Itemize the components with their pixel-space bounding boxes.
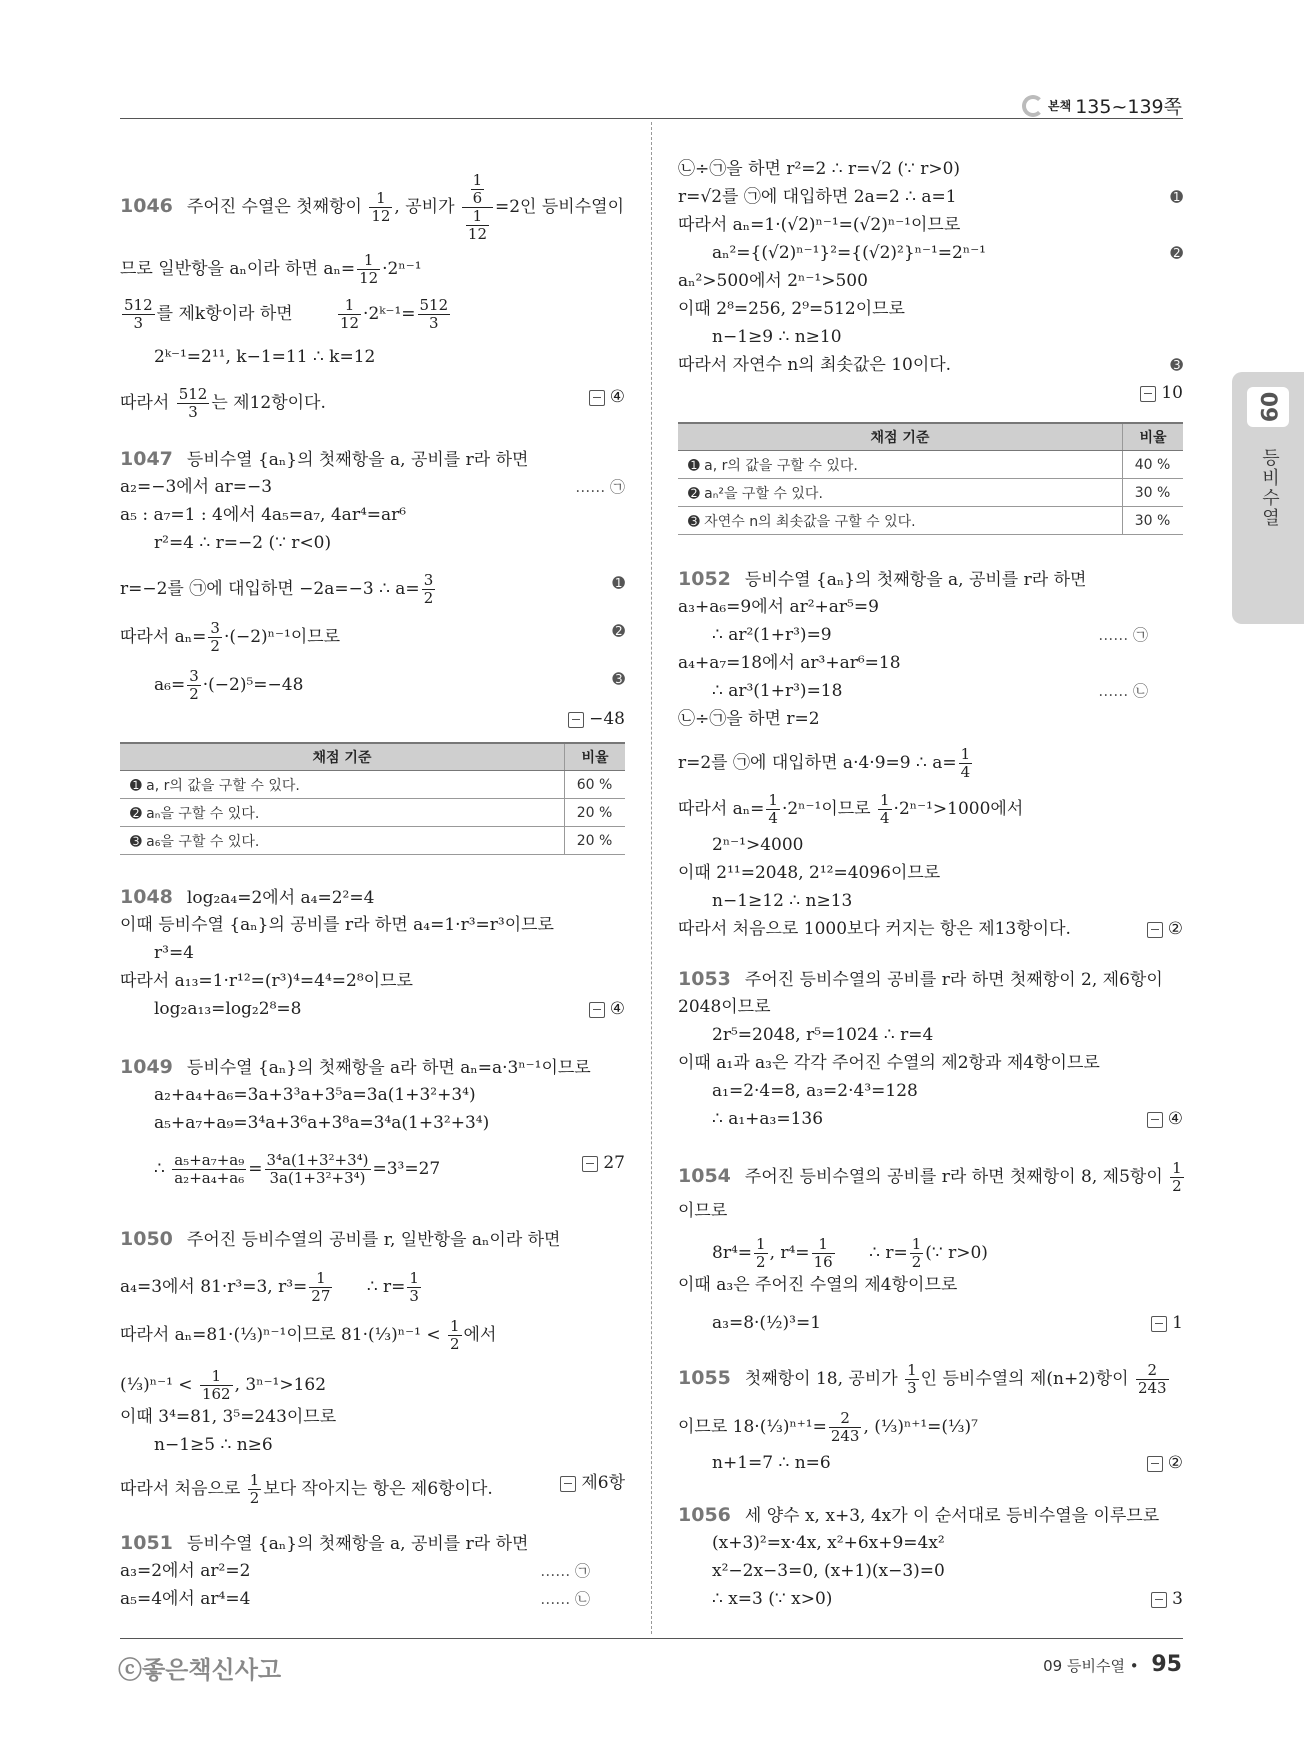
text: ·2ᵏ⁻¹= [363, 304, 416, 324]
text: 따라서 aₙ= [120, 627, 207, 647]
problem-1054-line5 [712, 1312, 1183, 1334]
publisher-logo: ⓒ좋은책신사고 [118, 1656, 282, 1684]
numerator: 512 [178, 385, 208, 403]
text: 등비수열 {aₙ}의 첫째항을 a, 공비를 r라 하면 [744, 570, 1087, 590]
book-label: 본책 [1048, 99, 1072, 113]
numerator: 1 [1172, 1159, 1182, 1177]
problem-1051-line2 [120, 1560, 590, 1582]
text: ∴ a₁+a₃=136 [712, 1109, 824, 1129]
problem-1054-line1 [678, 1160, 1183, 1195]
bullet: • [1129, 1657, 1139, 1675]
problem-number: 1049 [120, 1056, 173, 1078]
problem-1052-line9: 2ⁿ⁻¹>4000 [712, 835, 804, 855]
text: =2인 등비수열이 [495, 197, 624, 217]
answer-icon [1151, 1592, 1167, 1608]
text: , 공비가 [394, 197, 455, 217]
numerator: 1 [472, 171, 483, 189]
answer [589, 386, 625, 408]
problem-1046-line2 [120, 252, 422, 287]
denominator: 2 [911, 1253, 922, 1271]
text: 첫째항이 18, 공비가 [744, 1369, 898, 1389]
problem-1051-r3: 따라서 aₙ=1·(√2)ⁿ⁻¹=(√2)ⁿ⁻¹이므로 [678, 215, 961, 235]
text: ∴ [154, 1159, 165, 1179]
problem-1053-line2: 2048이므로 [678, 997, 771, 1017]
column-divider [651, 122, 652, 1634]
text: 등비수열 {aₙ}의 첫째항을 a라 하면 aₙ=a·3ⁿ⁻¹이므로 [186, 1058, 591, 1078]
chapter-side-tab [1232, 372, 1304, 624]
text: 주어진 등비수열의 공비를 r라 하면 첫째항이 8, 제5항이 [744, 1167, 1163, 1187]
problem-1056-line2: (x+3)²=x·4x, x²+6x+9=4x² [712, 1533, 945, 1553]
denominator: 3 [409, 1287, 419, 1305]
problem-1056-line3: x²−2x−3=0, (x+1)(x−3)=0 [712, 1561, 945, 1581]
denominator: 243 [830, 1427, 860, 1445]
numerator: 1 [768, 791, 778, 809]
numerator: 1 [756, 1235, 766, 1253]
denominator: 162 [201, 1385, 231, 1403]
problem-number: 1048 [120, 886, 173, 908]
problem-number: 1055 [678, 1367, 731, 1389]
denominator: 3 [429, 314, 439, 332]
numerator: 1 [880, 791, 890, 809]
problem-1048-line2: 이때 등비수열 {aₙ}의 공비를 r라 하면 a₄=1·r³=r³이므로 [120, 915, 554, 935]
step-marker-2: ➋ [612, 622, 625, 640]
numerator: 3 [210, 619, 220, 637]
text: a₃=8·(½)³=1 [712, 1313, 822, 1333]
marker-giyeok: …… ㉠ [1098, 626, 1148, 644]
text: 8r⁴= [712, 1243, 753, 1263]
answer-value: 3 [1172, 1589, 1183, 1609]
numerator: 1 [911, 1235, 922, 1253]
denominator: 6 [472, 189, 483, 207]
denominator: 4 [960, 763, 971, 781]
text: r=−2를 ㉠에 대입하면 −2a=−3 ∴ a= [120, 579, 420, 599]
denominator: 2 [449, 1335, 460, 1353]
problem-number: 1051 [120, 1532, 173, 1554]
answer-value: ④ [609, 999, 625, 1019]
refresh-arrow-icon [1022, 95, 1044, 117]
problem-1046-line1 [120, 172, 624, 243]
text: 세 양수 x, x+3, 4x가 이 순서대로 등비수열을 이루므로 [744, 1506, 1160, 1526]
text: 므로 일반항을 aₙ이라 하면 aₙ= [120, 259, 356, 279]
grading-table-1047 [120, 742, 625, 855]
problem-1052-line6: ㉡÷㉠을 하면 r=2 [678, 709, 820, 729]
answer-icon [589, 1002, 605, 1018]
answer-icon [1147, 922, 1163, 938]
answer-icon [1147, 1456, 1163, 1472]
numerator: 1 [200, 1368, 233, 1386]
numerator: 3 [189, 667, 199, 685]
page-footer [1043, 1652, 1182, 1677]
marker-nieun: …… ㉡ [540, 1590, 590, 1608]
criteria-cell: ➋ aₙ을 구할 수 있다. [120, 799, 565, 827]
text: 따라서 처음으로 [120, 1479, 241, 1499]
criteria-cell: ➊ a, r의 값을 구할 수 있다. [120, 771, 565, 799]
text: r=2를 ㉠에 대입하면 a·4·9=9 ∴ a= [678, 753, 957, 773]
text: 따라서 aₙ=81·(⅓)ⁿ⁻¹이므로 81·(⅓)ⁿ⁻¹ < [120, 1325, 441, 1345]
problem-1050-line1 [120, 1228, 560, 1251]
table-header-ratio: 비율 [1123, 423, 1184, 451]
table-row [120, 799, 625, 827]
denominator: 27 [311, 1287, 331, 1305]
text: ·(−2)⁵=−48 [202, 675, 304, 695]
answer-value: 27 [603, 1153, 625, 1173]
text: ∴ r= [869, 1243, 908, 1263]
chapter-number: 09 [1247, 387, 1289, 427]
problem-1048-line3: r³=4 [154, 943, 195, 963]
answer-icon [1147, 1112, 1163, 1128]
numerator: 512 [124, 296, 153, 314]
numerator: 1 [449, 1317, 460, 1335]
text: ∴ x=3 (∵ x>0) [712, 1589, 833, 1609]
denominator: 2 [1172, 1177, 1182, 1195]
problem-1052-line11: n−1≥12 ∴ n≥13 [712, 891, 853, 911]
answer-value: 제6항 [581, 1473, 625, 1493]
denominator: 16 [813, 1253, 833, 1271]
problem-1052-line7 [678, 746, 974, 781]
numerator: 1 [409, 1269, 419, 1287]
grading-table-1051 [678, 422, 1183, 535]
criteria-cell: ➋ aₙ²을 구할 수 있다. [678, 479, 1123, 507]
answer-value: −48 [589, 709, 625, 729]
text: ∴ ar³(1+r³)=18 [712, 681, 843, 701]
answer-value: ④ [609, 387, 625, 407]
denominator: 3 [133, 314, 144, 332]
numerator: 1 [369, 190, 392, 208]
text: 따라서 [120, 393, 170, 413]
chapter-label: 등비수열 [1259, 448, 1280, 528]
table-header-criteria: 채점 기준 [120, 743, 565, 771]
problem-1051-r6: 이때 2⁸=256, 2⁹=512이므로 [678, 299, 905, 319]
denominator: 2 [423, 589, 434, 607]
numerator [462, 172, 493, 208]
problem-1053-line6 [712, 1108, 1183, 1130]
text: ·(−2)ⁿ⁻¹이므로 [223, 627, 341, 647]
text: 따라서 aₙ= [678, 799, 765, 819]
problem-1052-line3 [712, 624, 1148, 646]
problem-1047-line7 [154, 668, 625, 703]
marker-giyeok: …… ㉠ [575, 478, 625, 496]
problem-1046-line5 [120, 386, 625, 421]
problem-1047-line6 [120, 620, 625, 655]
problem-1053-line1 [678, 968, 1163, 991]
answer-icon [582, 1156, 598, 1172]
text: 이므로 18·(⅓)ⁿ⁺¹= [678, 1417, 827, 1437]
problem-1054-line2: 이므로 [678, 1201, 728, 1221]
table-row [120, 771, 625, 799]
denominator: 3 [907, 1379, 917, 1397]
numerator: 2 [1136, 1362, 1169, 1380]
problem-1049-line4: ∴ $\frac{\text{a₅+a₇+a₉}}{\text{a₂+a₄+a₆}}$ = $\frac{\text{3⁴a(1+3²+3⁴)}}{\text{3a(1+3²+3⁴)}}$ =3³=27 27 [154, 1151, 625, 1187]
text: log₂a₁₃=log₂2⁸=8 [154, 999, 302, 1019]
bottom-rule [120, 1638, 1183, 1639]
problem-1053-line3: 2r⁵=2048, r⁵=1024 ∴ r=4 [712, 1025, 934, 1045]
answer-value: ② [1167, 1453, 1183, 1473]
denominator: 4 [880, 809, 890, 827]
numerator: 2 [829, 1410, 862, 1428]
text: 주어진 등비수열의 공비를 r라 하면 첫째항이 2, 제6항이 [744, 970, 1163, 990]
problem-1052-line1 [678, 568, 1086, 591]
problem-number: 1046 [120, 195, 173, 217]
problem-1051-line1 [120, 1532, 528, 1555]
text: aₙ²={(√2)ⁿ⁻¹}²={(√2)²}ⁿ⁻¹=2ⁿ⁻¹ [712, 243, 987, 263]
answer-icon [560, 1476, 576, 1492]
text: a₂=−3에서 ar=−3 [120, 477, 273, 497]
criteria-cell: ➊ a, r의 값을 구할 수 있다. [678, 451, 1123, 479]
problem-1047-line2 [120, 476, 625, 498]
page-number: 95 [1151, 1652, 1182, 1677]
denominator: 3a(1+3²+3⁴) [269, 1169, 366, 1187]
text: , (⅓)ⁿ⁺¹=(⅓)⁷ [863, 1417, 978, 1437]
problem-number: 1054 [678, 1165, 731, 1187]
table-row [678, 507, 1183, 535]
numerator: 1 [309, 1270, 332, 1288]
problem-1051-r7: n−1≥9 ∴ n≥10 [712, 327, 842, 347]
problem-1052-line10: 이때 2¹¹=2048, 2¹²=4096이므로 [678, 863, 941, 883]
problem-1052-line8 [678, 792, 1023, 827]
table-row [678, 451, 1183, 479]
problem-1047-line4: r²=4 ∴ r=−2 (∵ r<0) [154, 533, 332, 553]
denominator: 2 [189, 685, 199, 703]
problem-1051-r1: ㉡÷㉠을 하면 r²=2 ∴ r=√2 (∵ r>0) [678, 159, 961, 179]
problem-1051-line3 [120, 1588, 590, 1610]
problem-1051-r8 [678, 354, 1183, 376]
numerator: 1 [249, 1471, 260, 1489]
problem-1046-line4: 2ᵏ⁻¹=2¹¹, k−1=11 ∴ k=12 [154, 347, 376, 367]
problem-1055-line1 [678, 1362, 1183, 1397]
problem-1047-line3: a₅ : a₇=1 : 4에서 4a₅=a₇, 4ar⁴=ar⁶ [120, 505, 407, 525]
problem-1055-line3 [712, 1452, 1183, 1474]
ratio-cell: 60 % [565, 771, 626, 799]
denominator: 12 [371, 207, 391, 225]
problem-number: 1052 [678, 568, 731, 590]
marker-nieun: …… ㉡ [1098, 682, 1148, 700]
problem-1051-r4 [712, 242, 1183, 264]
problem-1049-line1 [120, 1056, 591, 1079]
text: 등비수열 {aₙ}의 첫째항을 a, 공비를 r라 하면 [186, 450, 529, 470]
problem-1048-line5 [154, 998, 625, 1020]
denominator: 2 [249, 1489, 260, 1507]
problem-1048-line1 [120, 886, 374, 909]
problem-1055-line2 [678, 1410, 978, 1445]
text: 인 등비수열의 제(n+2)항이 [920, 1369, 1129, 1389]
text: 따라서 자연수 n의 최솟값은 10이다. [678, 355, 952, 375]
criteria-cell: ➌ a₆을 구할 수 있다. [120, 827, 565, 855]
text: ∴ ar²(1+r³)=9 [712, 625, 832, 645]
problem-1046-line3 [120, 297, 452, 332]
numerator: 1 [960, 745, 971, 763]
denominator: 3 [188, 403, 198, 421]
text: , 3ⁿ⁻¹>162 [234, 1375, 327, 1395]
problem-1054-line3 [712, 1236, 988, 1271]
numerator: 1 [466, 208, 489, 226]
problem-1050-line6: n−1≥5 ∴ n≥6 [154, 1435, 273, 1455]
answer-icon [1151, 1316, 1167, 1332]
text: a₃=2에서 ar²=2 [120, 1561, 251, 1581]
ratio-cell: 20 % [565, 827, 626, 855]
ratio-cell: 20 % [565, 799, 626, 827]
step-marker-1: ➊ [612, 574, 625, 592]
text: (⅓)ⁿ⁻¹ < [120, 1375, 193, 1395]
step-marker-1: ➊ [1170, 188, 1183, 206]
denominator: 2 [756, 1253, 766, 1271]
problem-number: 1047 [120, 448, 173, 470]
denominator: 12 [339, 314, 360, 332]
text: 따라서 처음으로 1000보다 커지는 항은 제13항이다. [678, 919, 1071, 939]
numerator: 3 [423, 571, 434, 589]
problem-1051-r5: aₙ²>500에서 2ⁿ⁻¹>500 [678, 271, 868, 291]
text: 는 제12항이다. [211, 393, 326, 413]
problem-1051-r2 [678, 186, 1183, 208]
problem-1049-line3: a₅+a₇+a₉=3⁴a+3⁶a+3⁸a=3⁴a(1+3²+3⁴) [154, 1113, 490, 1133]
page-range: 135~139쪽 [1075, 96, 1182, 118]
text: ∴ r= [366, 1277, 406, 1297]
problem-1047-line5 [120, 572, 625, 607]
problem-1052-line4: a₄+a₇=18에서 ar³+ar⁶=18 [678, 653, 901, 673]
text: 에서 [463, 1325, 497, 1345]
text: a₆= [154, 675, 186, 695]
denominator: 12 [359, 269, 379, 287]
problem-1047-line1 [120, 448, 528, 471]
answer-icon [1140, 386, 1156, 402]
text: 주어진 등비수열의 공비를 r, 일반항을 aₙ이라 하면 [186, 1230, 561, 1250]
problem-1054-line4: 이때 a₃은 주어진 수열의 제4항이므로 [678, 1275, 958, 1295]
complex-fraction [462, 172, 493, 243]
answer-value: ② [1167, 919, 1183, 939]
text: r=√2를 ㉠에 대입하면 2a=2 ∴ a=1 [678, 187, 957, 207]
denominator: 12 [467, 225, 487, 243]
text: n+1=7 ∴ n=6 [712, 1453, 831, 1473]
book-reference [1022, 92, 1182, 119]
problem-1052-line12 [678, 918, 1183, 940]
problem-number: 1050 [120, 1228, 173, 1250]
numerator: 512 [419, 296, 449, 314]
denominator: a₂+a₄+a₆ [174, 1169, 245, 1187]
text: a₅=4에서 ar⁴=4 [120, 1589, 251, 1609]
problem-1056-line4 [712, 1588, 1183, 1610]
problem-1050-line2 [120, 1270, 423, 1305]
answer-icon [589, 390, 605, 406]
marker-giyeok: …… ㉠ [540, 1562, 590, 1580]
problem-1050-line3 [120, 1318, 496, 1353]
numerator: 1 [357, 252, 380, 270]
problem-1050-line5: 이때 3⁴=81, 3⁵=243이므로 [120, 1407, 337, 1427]
numerator: 1 [907, 1361, 917, 1379]
answer-icon [568, 712, 584, 728]
problem-1052-line2: a₃+a₆=9에서 ar²+ar⁵=9 [678, 597, 879, 617]
denominator: 4 [768, 809, 778, 827]
numerator: 3⁴a(1+3²+3⁴) [266, 1151, 369, 1169]
problem-1049-line2: a₂+a₄+a₆=3a+3³a+3⁵a=3a(1+3²+3⁴) [154, 1085, 476, 1105]
text: log₂a₄=2에서 a₄=2²=4 [186, 888, 375, 908]
step-marker-2: ➋ [1170, 244, 1183, 262]
problem-1052-line5 [712, 680, 1148, 702]
problem-1053-line4: 이때 a₁과 a₃은 각각 주어진 수열의 제2항과 제4항이므로 [678, 1053, 1100, 1073]
text: 를 제k항이라 하면 [156, 304, 293, 324]
text: a₄=3에서 81·r³=3, r³= [120, 1277, 308, 1297]
text: ·2ⁿ⁻¹>1000에서 [893, 799, 1024, 819]
denominator [462, 208, 493, 243]
step-marker-3: ➌ [1170, 356, 1183, 374]
text: (∵ r>0) [925, 1243, 988, 1263]
table-row [678, 479, 1183, 507]
text: ·2ⁿ⁻¹이므로 [781, 799, 871, 819]
ratio-cell: 30 % [1123, 507, 1184, 535]
problem-1056-line1 [678, 1504, 1159, 1527]
text: , r⁴= [769, 1243, 810, 1263]
ratio-cell: 30 % [1123, 479, 1184, 507]
fraction [369, 190, 392, 225]
problem-number: 1056 [678, 1504, 731, 1526]
chapter-title: 09 등비수열 [1043, 1657, 1125, 1675]
text: 등비수열 {aₙ}의 첫째항을 a, 공비를 r라 하면 [186, 1534, 529, 1554]
text: 주어진 수열은 첫째항이 [186, 197, 362, 217]
numerator: a₅+a₇+a₉ [174, 1151, 245, 1169]
problem-1048-line4: 따라서 a₁₃=1·r¹²=(r³)⁴=4⁴=2⁸이므로 [120, 971, 413, 991]
text: =3³=27 [372, 1159, 441, 1179]
table-header-ratio: 비율 [565, 743, 626, 771]
denominator: 2 [210, 637, 220, 655]
problem-1050-line4 [120, 1368, 326, 1403]
ratio-cell: 40 % [1123, 451, 1184, 479]
answer-value: ④ [1167, 1109, 1183, 1129]
problem-1053-line5: a₁=2·4=8, a₃=2·4³=128 [712, 1081, 918, 1101]
step-marker-3: ➌ [612, 670, 625, 688]
text: 보다 작아지는 항은 제6항이다. [263, 1479, 493, 1499]
problem-number: 1053 [678, 968, 731, 990]
answer-value: 1 [1172, 1313, 1183, 1333]
answer-value: 10 [1161, 383, 1183, 403]
text: ·2ⁿ⁻¹ [382, 259, 422, 279]
denominator: 243 [1137, 1379, 1167, 1397]
problem-1050-line7 [120, 1472, 625, 1507]
table-row [120, 827, 625, 855]
table-header-criteria: 채점 기준 [678, 423, 1123, 451]
numerator: 1 [812, 1236, 835, 1254]
numerator: 1 [338, 297, 361, 315]
criteria-cell: ➌ 자연수 n의 최솟값을 구할 수 있다. [678, 507, 1123, 535]
